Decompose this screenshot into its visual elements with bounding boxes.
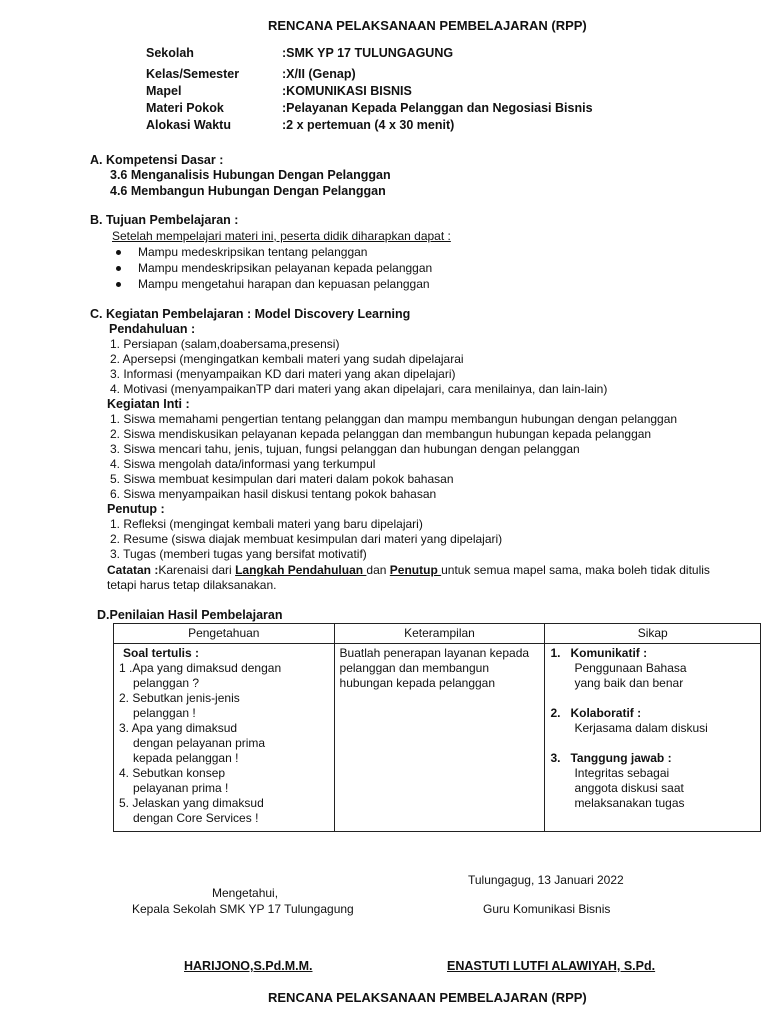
- tujuan-item: Mampu mengetahui harapan dan kepuasan pelanggan: [138, 277, 430, 291]
- pendahuluan-item: 2. Apersepsi (mengingatkan kembali materi yang sudah dipelajarai: [110, 352, 464, 366]
- catatan-line2: tetapi harus tetap dilaksanakan.: [107, 578, 277, 592]
- identity-label-class: Kelas/Semester: [146, 67, 240, 81]
- catatan-text: untuk semua mapel sama, maka boleh tidak ditulis: [441, 563, 710, 577]
- soal-line: 3. Apa yang dimaksud: [119, 721, 238, 735]
- identity-label-topic: Materi Pokok: [146, 101, 224, 115]
- pendahuluan-item: 1. Persiapan (salam,doabersama,presensi): [110, 337, 340, 351]
- soal-line: pelanggan ?: [133, 676, 200, 690]
- sikap-desc: Kerjasama dalam diskusi: [574, 721, 708, 735]
- identity-value-class: :X/II (Genap): [282, 67, 356, 81]
- inti-item: 3. Siswa mencari tahu, jenis, tujuan, fungsi pelanggan dan hubungan dengan pelanggan: [110, 442, 580, 456]
- place-date: Tulungagug, 13 Januari 2022: [468, 873, 624, 887]
- inti-item: 2. Siswa mendiskusikan pelayanan kepada pelanggan dan membangun hubungan kepada pelanggan: [110, 427, 652, 441]
- mengetahui-label: Mengetahui,: [212, 886, 279, 900]
- principal-name: HARIJONO,S.Pd.M.M.: [184, 959, 313, 973]
- sikap-item: [550, 751, 755, 766]
- soal-line: 4. Sebutkan konsep: [119, 766, 226, 780]
- sikap-name: Komunikatif :: [570, 646, 648, 660]
- identity-value-topic: :Pelayanan Kepada Pelanggan dan Negosiasi Bisnis: [282, 101, 593, 115]
- penutup-heading: Penutup :: [107, 502, 165, 516]
- teacher-name: ENASTUTI LUTFI ALAWIYAH, S.Pd.: [447, 959, 656, 973]
- section-b-heading: B. Tujuan Pembelajaran :: [90, 213, 239, 227]
- column-header-keterampilan: Keterampilan: [334, 624, 545, 644]
- catatan-emphasis: Langkah Pendahuluan: [235, 563, 367, 577]
- sikap-desc: Integritas sebagai: [574, 766, 670, 780]
- soal-line: dengan pelayanan prima: [133, 736, 266, 750]
- penutup-item: 3. Tugas (memberi tugas yang bersifat motivatif): [110, 547, 367, 561]
- identity-value-time: :2 x pertemuan (4 x 30 menit): [282, 118, 455, 132]
- catatan-text: dan: [366, 563, 390, 577]
- inti-item: 4. Siswa mengolah data/informasi yang terkumpul: [110, 457, 376, 471]
- soal-line: 1 .Apa yang dimaksud dengan: [119, 661, 282, 675]
- bullet-icon: [116, 250, 121, 255]
- inti-item: 6. Siswa menyampaikan hasil diskusi tentang pokok bahasan: [110, 487, 437, 501]
- sikap-number: 3.: [550, 751, 561, 765]
- teacher-role: Guru Komunikasi Bisnis: [483, 902, 611, 916]
- pendahuluan-item: 3. Informasi (menyampaikan KD dari materi yang akan dipelajari): [110, 367, 456, 381]
- tujuan-intro: Setelah mempelajari materi ini, peserta didik diharapkan dapat :: [112, 229, 451, 243]
- bullet-icon: [116, 266, 121, 271]
- table-header-row: [114, 624, 761, 644]
- soal-line: pelayanan prima !: [133, 781, 229, 795]
- table-row: [114, 644, 761, 832]
- soal-line: 5. Jelaskan yang dimaksud: [119, 796, 264, 810]
- pengetahuan-cell: [114, 644, 335, 832]
- assessment-table: [113, 623, 761, 832]
- catatan-text: Karenaisi dari: [158, 563, 236, 577]
- sikap-desc: melaksanakan tugas: [574, 796, 685, 810]
- sikap-name: Kolaboratif :: [570, 706, 642, 720]
- soal-heading: Soal tertulis :: [123, 646, 200, 660]
- identity-value-school: :SMK YP 17 TULUNGAGUNG: [282, 46, 454, 60]
- tujuan-item: Mampu medeskripsikan tentang pelanggan: [138, 245, 368, 259]
- identity-label-school: Sekolah: [146, 46, 194, 60]
- sikap-number: 1.: [550, 646, 561, 660]
- sikap-name: Tanggung jawab :: [570, 751, 672, 765]
- soal-line: 2. Sebutkan jenis-jenis: [119, 691, 240, 705]
- catatan-line: [107, 563, 710, 577]
- identity-value-subject: :KOMUNIKASI BISNIS: [282, 84, 412, 98]
- sikap-desc: yang baik dan benar: [574, 676, 684, 690]
- pendahuluan-heading: Pendahuluan :: [109, 322, 196, 336]
- bullet-icon: [116, 282, 121, 287]
- catatan-emphasis: Penutup: [389, 563, 442, 577]
- inti-item: 5. Siswa membuat kesimpulan dari materi dalam pokok bahasan: [110, 472, 454, 486]
- sikap-item: [550, 646, 755, 661]
- section-d-heading: D.Penilaian Hasil Pembelajaran: [97, 608, 283, 622]
- sikap-item: [550, 706, 755, 721]
- identity-label-time: Alokasi Waktu: [146, 118, 231, 132]
- section-a-heading: A. Kompetensi Dasar :: [90, 153, 224, 167]
- keterampilan-cell: [334, 644, 545, 832]
- document-title: RENCANA PELAKSANAAN PEMBELAJARAN (RPP): [268, 18, 587, 33]
- kompetensi-item: 4.6 Membangun Hubungan Dengan Pelanggan: [110, 184, 386, 198]
- column-header-sikap: Sikap: [545, 624, 761, 644]
- catatan-label: Catatan :: [107, 563, 159, 577]
- column-header-pengetahuan: Pengetahuan: [114, 624, 335, 644]
- tujuan-item: Mampu mendeskripsikan pelayanan kepada pelanggan: [138, 261, 433, 275]
- penutup-item: 1. Refleksi (mengingat kembali materi yang baru dipelajari): [110, 517, 423, 531]
- inti-heading: Kegiatan Inti :: [107, 397, 190, 411]
- penutup-item: 2. Resume (siswa diajak membuat kesimpulan dari materi yang dipelajari): [110, 532, 503, 546]
- soal-line: kepada pelanggan !: [133, 751, 239, 765]
- sikap-desc: Penggunaan Bahasa: [574, 661, 687, 675]
- section-c-heading: C. Kegiatan Pembelajaran : Model Discovery Learning: [90, 307, 411, 321]
- keterampilan-line: Buatlah penerapan layanan kepada: [339, 646, 530, 660]
- keterampilan-line: pelanggan dan membangun: [339, 661, 490, 675]
- next-page-title: RENCANA PELAKSANAAN PEMBELAJARAN (RPP): [268, 990, 587, 1005]
- sikap-cell: [545, 644, 761, 832]
- soal-line: pelanggan !: [133, 706, 196, 720]
- principal-role: Kepala Sekolah SMK YP 17 Tulungagung: [132, 902, 354, 916]
- pendahuluan-item: 4. Motivasi (menyampaikanTP dari materi yang akan dipelajari, cara menilainya, dan lain-lain): [110, 382, 608, 396]
- sikap-desc: anggota diskusi saat: [574, 781, 684, 795]
- soal-line: dengan Core Services !: [133, 811, 259, 825]
- sikap-number: 2.: [550, 706, 561, 720]
- inti-item: 1. Siswa memahami pengertian tentang pelanggan dan mampu membangun hubungan dengan pelanggan: [110, 412, 678, 426]
- kompetensi-item: 3.6 Menganalisis Hubungan Dengan Pelanggan: [110, 168, 391, 182]
- keterampilan-line: hubungan kepada pelanggan: [339, 676, 496, 690]
- identity-label-subject: Mapel: [146, 84, 182, 98]
